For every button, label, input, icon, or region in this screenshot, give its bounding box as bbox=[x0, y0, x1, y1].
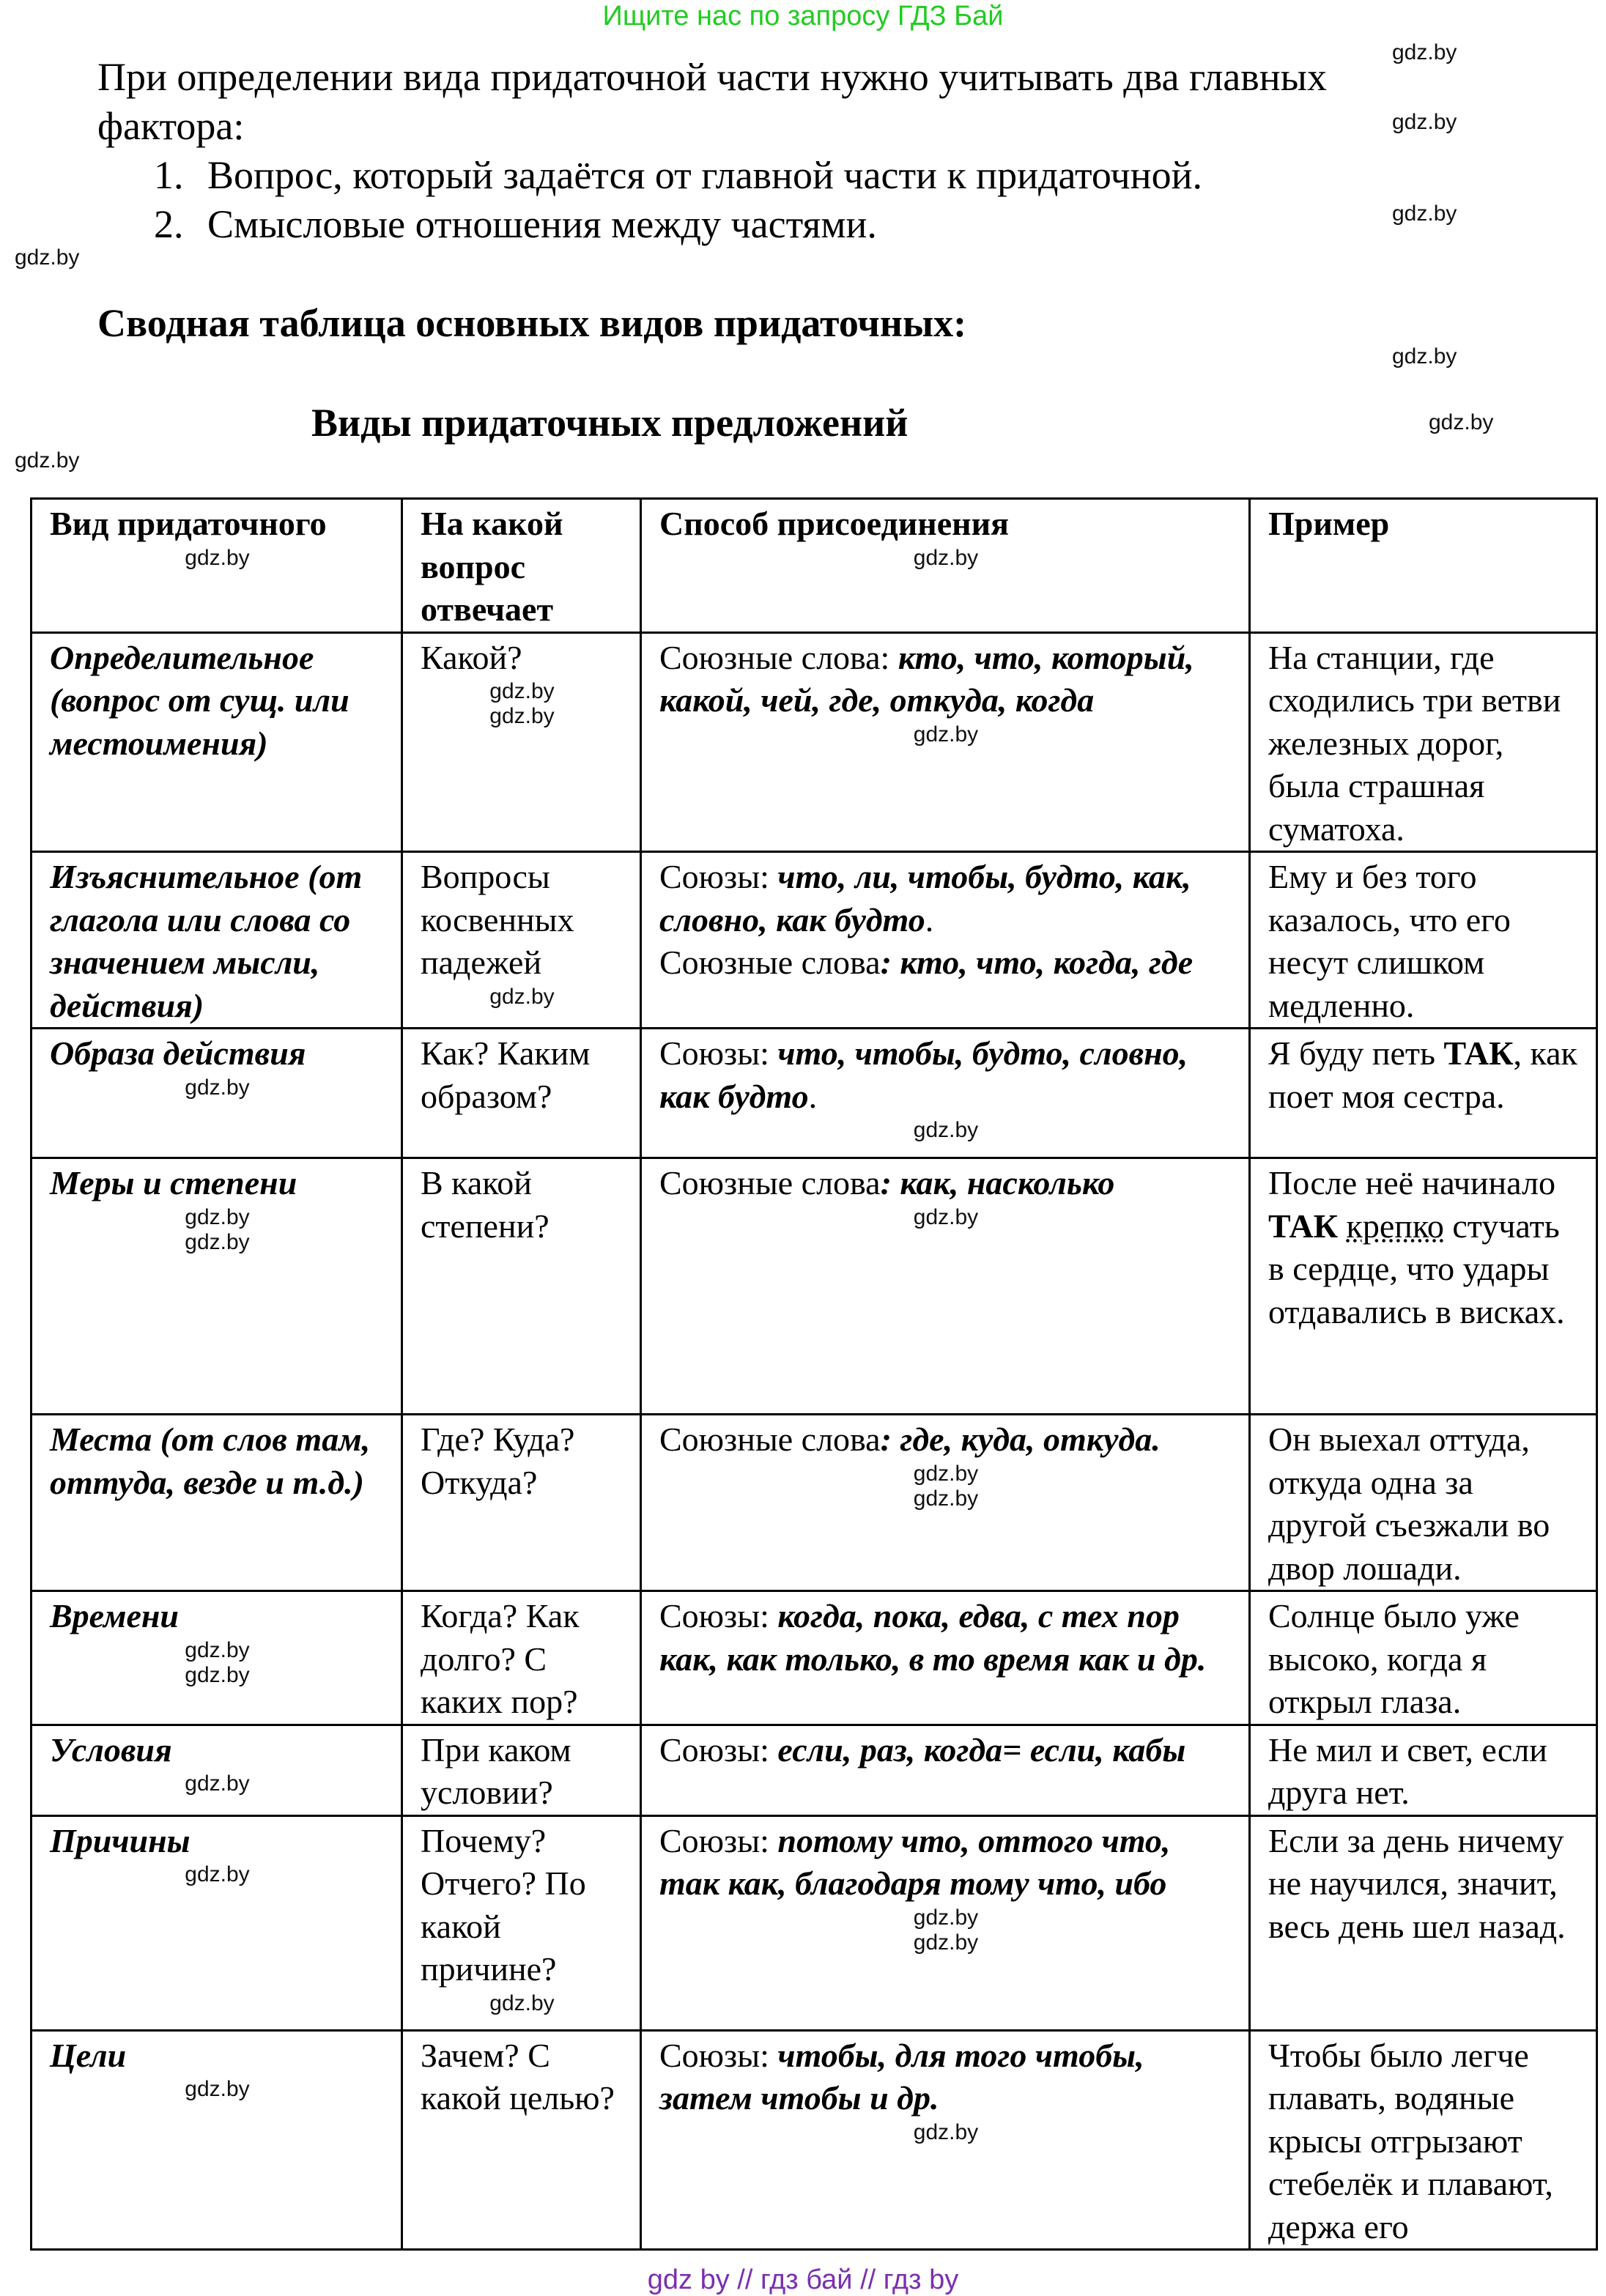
watermark: gdz.by bbox=[913, 1204, 979, 1229]
clause-method bbox=[641, 1725, 1250, 1815]
clause-type: Образа действия bbox=[50, 1034, 306, 1072]
watermark: gdz.by bbox=[185, 545, 250, 570]
watermark: gdz.by bbox=[913, 1905, 979, 1930]
clause-example bbox=[1250, 1725, 1597, 1815]
text-segment: крепко bbox=[1346, 1207, 1444, 1245]
watermark: gdz.by bbox=[913, 1930, 979, 1955]
clause-type-cell bbox=[32, 2030, 402, 2250]
text-segment: Союзные слова bbox=[659, 944, 881, 981]
text-segment: Союзные слова: bbox=[659, 638, 898, 676]
table-row bbox=[32, 1725, 1597, 1815]
text-segment bbox=[1338, 1207, 1347, 1245]
clause-type: Времени bbox=[50, 1597, 180, 1634]
watermark: gdz.by bbox=[913, 722, 979, 747]
clause-example bbox=[1250, 1158, 1597, 1415]
watermark: gdz.by bbox=[489, 1991, 555, 2015]
clause-question: При каком условии? bbox=[421, 1730, 571, 1811]
text-segment: Союзные слова bbox=[659, 1421, 881, 1458]
conjunction-list: когда, пока, едва, с тех пор как, как только, в то время как и др. bbox=[659, 1597, 1207, 1678]
header-method bbox=[641, 499, 1250, 633]
clause-method bbox=[641, 1158, 1250, 1415]
clause-type: Меры и степени bbox=[50, 1164, 297, 1201]
watermark: gdz.by bbox=[1429, 410, 1494, 434]
text-segment: Союзы: bbox=[659, 1597, 778, 1634]
text-segment: Союзные слова bbox=[659, 1164, 881, 1201]
conjunction-list: : как, насколько bbox=[880, 1164, 1115, 1201]
clause-type-cell bbox=[32, 1415, 402, 1591]
clause-question-cell bbox=[402, 1029, 641, 1158]
factor-text: Смысловые отношения между частями. bbox=[207, 202, 877, 246]
text-segment: Союзы: bbox=[659, 1730, 778, 1769]
factor-number: 1. bbox=[154, 153, 184, 197]
clause-question: Когда? Как долго? С каких пор? bbox=[421, 1597, 580, 1720]
clause-method bbox=[641, 1415, 1250, 1591]
clause-example bbox=[1250, 1415, 1597, 1591]
conjunction-list: кто, что, который, какой, чей, где, откуда, когда bbox=[659, 638, 1194, 719]
table-row bbox=[32, 1415, 1597, 1591]
clause-type-cell bbox=[32, 852, 402, 1029]
text-segment: ТАК bbox=[1443, 1034, 1514, 1072]
text-segment: Не мил и свет, если друга нет. bbox=[1268, 1730, 1547, 1811]
clause-example bbox=[1250, 632, 1597, 852]
factor-item-1 bbox=[154, 151, 1606, 200]
watermark: gdz.by bbox=[913, 1486, 979, 1511]
header-type bbox=[32, 499, 402, 633]
conjunction-list: если, раз, когда= если, кабы bbox=[777, 1730, 1186, 1769]
text-segment: ТАК bbox=[1268, 1207, 1338, 1245]
watermark: gdz.by bbox=[185, 1771, 250, 1796]
watermark: gdz.by bbox=[185, 1662, 250, 1687]
clause-method bbox=[641, 852, 1250, 1029]
header-method-label: Способ присоединения bbox=[659, 505, 1010, 542]
watermark: gdz.by bbox=[185, 1204, 250, 1229]
clause-method bbox=[641, 1591, 1250, 1725]
text-segment: На станции, где сходились три ветви железных дорог, была страшная суматоха. bbox=[1268, 638, 1561, 848]
clause-type: Условия bbox=[50, 1730, 172, 1769]
factor-number: 2. bbox=[154, 202, 184, 246]
conjunction-list: чтобы, для того чтобы, затем чтобы и др. bbox=[659, 2036, 1144, 2117]
top-search-hint-link[interactable]: Ищите нас по запросу ГДЗ Бай bbox=[602, 1, 1004, 32]
watermark: gdz.by bbox=[913, 1461, 979, 1486]
clause-method bbox=[641, 1815, 1250, 2030]
watermark: gdz.by bbox=[185, 1075, 250, 1100]
factor-text: Вопрос, который задаётся от главной части к придаточной. bbox=[207, 153, 1202, 197]
clause-question-cell bbox=[402, 1158, 641, 1415]
clause-type: Цели bbox=[50, 2036, 127, 2074]
clause-type: Причины bbox=[50, 1821, 190, 1859]
clause-types-table bbox=[30, 497, 1598, 2251]
clause-type-cell bbox=[32, 1815, 402, 2030]
text-segment: . bbox=[925, 900, 934, 938]
clause-type-cell bbox=[32, 1725, 402, 1815]
clause-example bbox=[1250, 1029, 1597, 1158]
header-example bbox=[1250, 499, 1597, 633]
watermark: gdz.by bbox=[1392, 201, 1457, 226]
clause-question: Как? Каким образом? bbox=[421, 1034, 591, 1115]
table-title: Виды придаточных предложений bbox=[311, 401, 909, 445]
conjunction-list: что, чтобы, будто, словно, как будто bbox=[659, 1034, 1188, 1115]
table-header-row bbox=[32, 499, 1597, 633]
header-type-label: Вид придаточного bbox=[50, 505, 327, 542]
clause-type: Изъяснительное (от глагола или слова со значением мысли, действия) bbox=[50, 858, 363, 1024]
watermark: gdz.by bbox=[15, 448, 80, 473]
conjunction-list: потому что, оттого что, так как, благодаря тому что, ибо bbox=[659, 1821, 1171, 1902]
table-row bbox=[32, 1591, 1597, 1725]
clause-question-cell bbox=[402, 1815, 641, 2030]
clause-type: Места (от слов там, оттуда, везде и т.д.) bbox=[50, 1421, 371, 1501]
clause-type-cell bbox=[32, 632, 402, 852]
text-segment: После неё начинало bbox=[1268, 1164, 1555, 1201]
clause-type-cell bbox=[32, 1029, 402, 1158]
clause-question: Зачем? С какой целью? bbox=[421, 2036, 615, 2117]
table-row bbox=[32, 852, 1597, 1029]
text-segment: Ему и без того казалось, что его несут слишком медленно. bbox=[1268, 858, 1511, 1024]
clause-question-cell bbox=[402, 1725, 641, 1815]
watermark: gdz.by bbox=[489, 704, 555, 728]
clause-type-cell bbox=[32, 1158, 402, 1415]
clause-method bbox=[641, 2030, 1250, 2250]
clause-question-cell bbox=[402, 852, 641, 1029]
watermark: gdz.by bbox=[185, 1637, 250, 1662]
text-segment: Союзы: bbox=[659, 1034, 778, 1072]
header-question bbox=[402, 499, 641, 633]
clause-question: В какой степени? bbox=[421, 1164, 549, 1245]
factor-item-2 bbox=[154, 200, 1606, 249]
conjunction-list: : кто, что, когда, где bbox=[880, 944, 1194, 981]
table-row bbox=[32, 1158, 1597, 1415]
clause-question-cell bbox=[402, 632, 641, 852]
text-segment: , как поет моя сестра. bbox=[1268, 1034, 1577, 1115]
clause-question-cell bbox=[402, 2030, 641, 2250]
watermark: gdz.by bbox=[489, 984, 555, 1009]
clause-example bbox=[1250, 2030, 1597, 2250]
header-example-label: Пример bbox=[1268, 505, 1390, 542]
text-segment: Союзы: bbox=[659, 858, 778, 895]
clause-example bbox=[1250, 1591, 1597, 1725]
clause-type: Определительное (вопрос от сущ. или местоимения) bbox=[50, 638, 349, 762]
watermark: gdz.by bbox=[913, 545, 979, 570]
text-segment: . bbox=[808, 1077, 818, 1115]
clause-question: Почему? Отчего? По какой причине? bbox=[421, 1821, 586, 1988]
summary-heading: Сводная таблица основных видов придаточных: bbox=[97, 301, 967, 345]
text-segment: Я буду петь bbox=[1268, 1034, 1444, 1072]
clause-question-cell bbox=[402, 1591, 641, 1725]
text-segment: Если за день ничему не научился, значит, весь день шел назад. bbox=[1268, 1821, 1566, 1945]
clause-example bbox=[1250, 852, 1597, 1029]
watermark: gdz.by bbox=[913, 1118, 979, 1142]
clause-method bbox=[641, 632, 1250, 852]
watermark: gdz.by bbox=[185, 1229, 250, 1254]
clause-example bbox=[1250, 1815, 1597, 2030]
text-segment: Он выехал оттуда, откуда одна за другой съезжали во двор лошади. bbox=[1268, 1421, 1550, 1587]
clause-method bbox=[641, 1029, 1250, 1158]
watermark: gdz.by bbox=[1392, 110, 1457, 134]
table-row bbox=[32, 2030, 1597, 2250]
footer-links[interactable]: gdz by // гдз бай // гдз by bbox=[647, 2264, 959, 2295]
watermark: gdz.by bbox=[913, 2119, 979, 2144]
header-question-label: На какой вопрос отвечает bbox=[421, 505, 563, 628]
text-segment: Союзы: bbox=[659, 2036, 778, 2074]
table-row bbox=[32, 1815, 1597, 2030]
table-row bbox=[32, 1029, 1597, 1158]
text-segment: Союзы: bbox=[659, 1821, 778, 1859]
conjunction-list: : где, куда, откуда. bbox=[880, 1421, 1161, 1458]
watermark: gdz.by bbox=[185, 2077, 250, 2101]
watermark: gdz.by bbox=[1392, 344, 1457, 369]
clause-question-cell bbox=[402, 1415, 641, 1591]
watermark: gdz.by bbox=[489, 679, 555, 703]
watermark: gdz.by bbox=[185, 1862, 250, 1886]
watermark: gdz.by bbox=[1392, 40, 1457, 64]
text-segment: стучать в сердце, что удары отдавались в висках. bbox=[1268, 1207, 1565, 1330]
clause-type-cell bbox=[32, 1591, 402, 1725]
watermark: gdz.by bbox=[15, 245, 80, 270]
clause-question: Где? Куда? Откуда? bbox=[421, 1421, 575, 1501]
text-segment: Чтобы было легче плавать, водяные крысы отгрызают стебелёк и плавают, держа его bbox=[1268, 2036, 1553, 2245]
clause-question: Вопросы косвенных падежей bbox=[421, 858, 574, 981]
clause-question: Какой? bbox=[421, 638, 522, 676]
conjunction-list: что, ли, чтобы, будто, как, словно, как будто bbox=[659, 858, 1191, 938]
table-row bbox=[32, 632, 1597, 852]
intro-paragraph: При определении вида придаточной части нужно учитывать два главных фактора: bbox=[97, 55, 1327, 148]
text-segment: Солнце было уже высоко, когда я открыл глаза. bbox=[1268, 1597, 1520, 1720]
